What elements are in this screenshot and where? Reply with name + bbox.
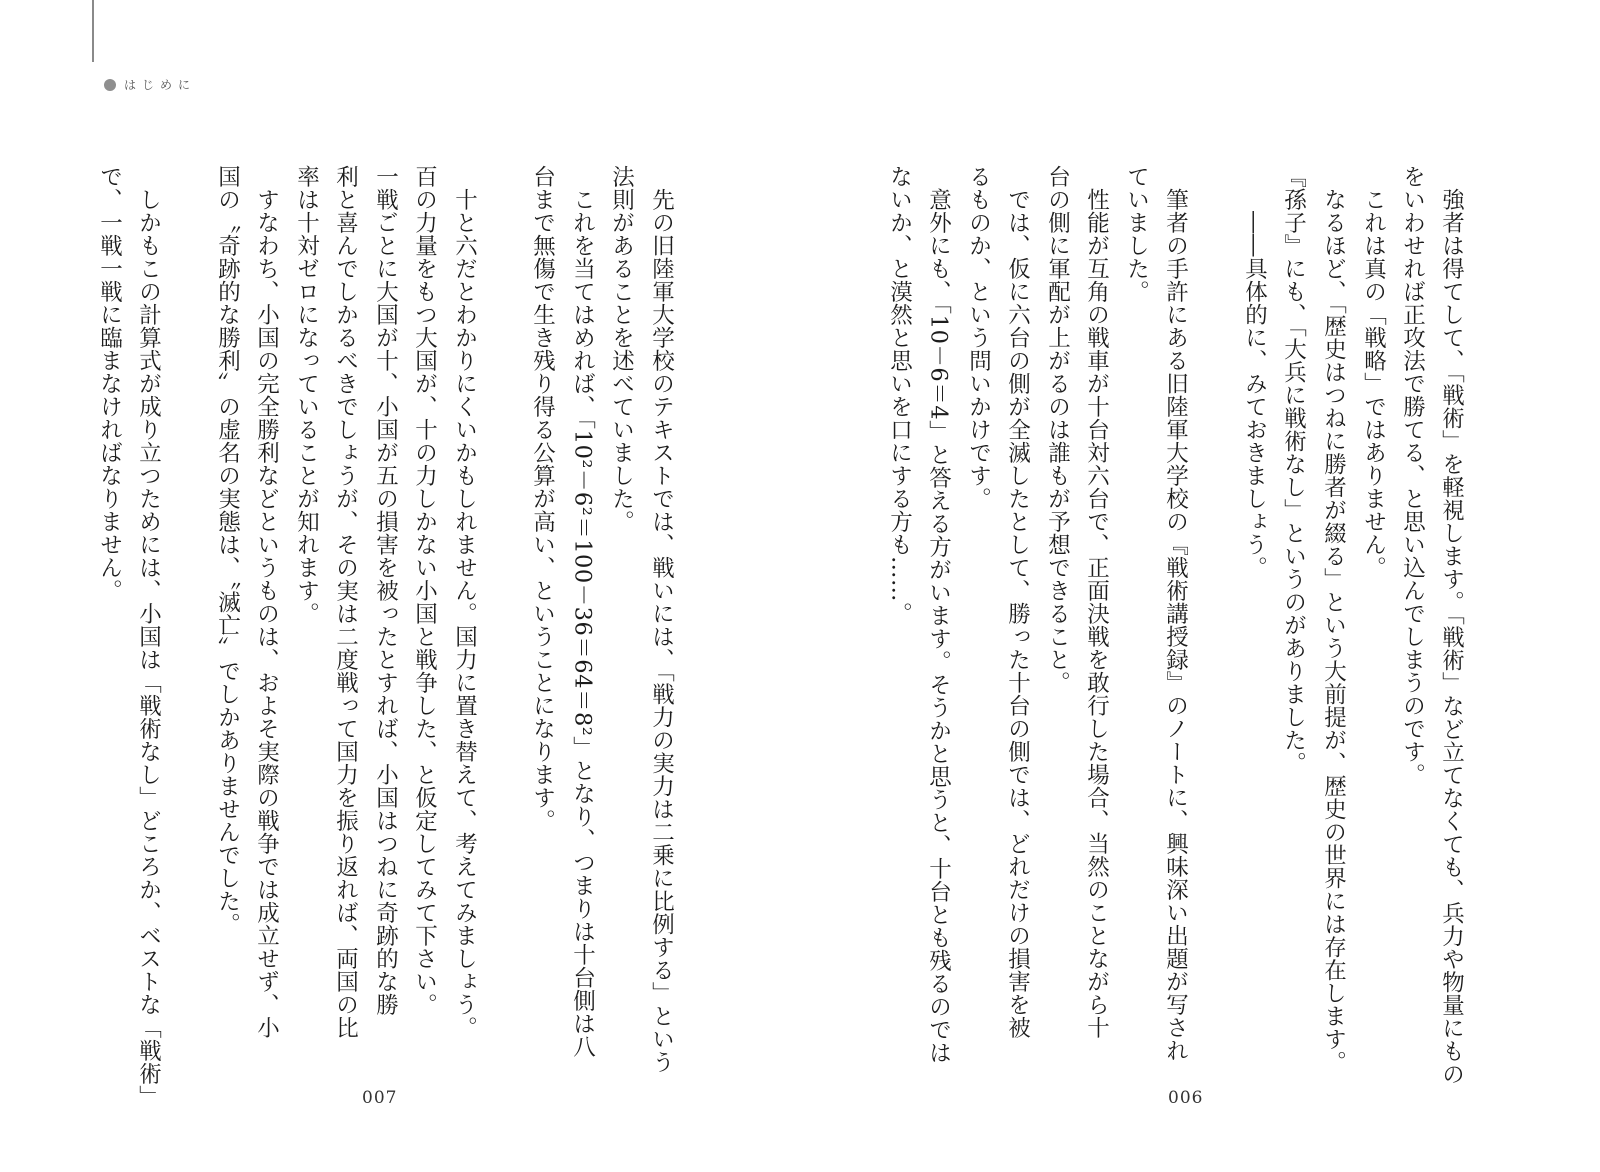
text-column: しかもこの計算式が成り立つためには、小国は「戦術なし」どころか、ベストな「戦術」 bbox=[135, 165, 162, 1108]
text-column: るものか、という問いかけです。 bbox=[965, 165, 992, 510]
text-column: 意外にも、「10－6＝4」と答える方がいます。そうかと思うと、十台とも残るのでは bbox=[925, 165, 952, 1065]
text-column: 一戦ごとに大国が十、小国が五の損害を被ったとすれば、小国はつねに奇跡的な勝 bbox=[372, 165, 399, 1016]
text-column: では、仮に六台の側が全滅したとして、勝った十台の側では、どれだけの損害を被 bbox=[1004, 165, 1031, 1039]
text-column: 先の旧陸軍大学校のテキストでは、戦いには、「戦力の実力は二乗に比例する」という bbox=[648, 165, 675, 1074]
text-column: をいわせれば正攻法で勝てる、と思い込んでしまうのです。 bbox=[1399, 165, 1426, 786]
text-column: ていました。 bbox=[1123, 165, 1150, 303]
text-column: 強者は得てして、「戦術」を軽視します。「戦術」など立てなくても、兵力や物量にもの bbox=[1438, 165, 1465, 1086]
text-column: 『孫子』にも、「大兵に戦術なし」というのがありました。 bbox=[1280, 165, 1307, 775]
text-column: で、一戦一戦に臨まなければなりません。 bbox=[96, 165, 123, 602]
text-column: 性能が互角の戦車が十台対六台で、正面決戦を敢行した場合、当然のことながら十 bbox=[1083, 165, 1110, 1039]
text-column: 百の力量をもつ大国が、十の力しかない小国と戦争した、と仮定してみて下さい。 bbox=[411, 165, 438, 1016]
text-column: 国の〝奇跡的な勝利〟の虚名の実態は、〝滅亡〟でしかありませんでした。 bbox=[214, 165, 241, 936]
page-number-left: 007 bbox=[362, 1088, 398, 1108]
section-title: はじめに bbox=[124, 78, 197, 92]
page-edge-rule bbox=[92, 0, 94, 62]
text-column: ないか、と漠然と思いを口にする方も……。 bbox=[886, 165, 913, 625]
text-column: 筆者の手許にある旧陸軍大学校の『戦術講授録』のノートに、興味深い出題が写され bbox=[1162, 165, 1189, 1062]
text-column: これを当てはめれば、「10²－6²＝100－36＝64＝8²」となり、つまりは十台側は八 bbox=[569, 165, 596, 1059]
bullet-dot-icon bbox=[104, 79, 116, 91]
text-column: これは真の「戦略」ではありません。 bbox=[1360, 165, 1387, 579]
text-column: 利と喜んでしかるべきでしょうが、その実は二度戦って国力を振り返れば、両国の比 bbox=[332, 165, 359, 1039]
text-column: 台の側に軍配が上がるのは誰もが予想できること。 bbox=[1044, 165, 1071, 694]
page-number-right: 006 bbox=[1168, 1088, 1204, 1108]
text-column: なるほど、「歴史はつねに勝者が綴る」という大前提が、歴史の世界には存在します。 bbox=[1320, 165, 1347, 1074]
text-column: 十と六だとわかりにくいかもしれません。国力に置き替えて、考えてみましょう。 bbox=[451, 165, 478, 1039]
text-column: すなわち、小国の完全勝利などというものは、およそ実際の戦争では成立せず、小 bbox=[253, 165, 280, 1039]
text-column: ――具体的に、みておきましょう。 bbox=[1241, 165, 1268, 579]
text-column: 台まで無傷で生き残り得る公算が高い、ということになります。 bbox=[529, 165, 556, 832]
section-header bbox=[104, 76, 196, 93]
text-column: 法則があることを述べていました。 bbox=[608, 165, 635, 533]
text-column: 率は十対ゼロになっていることが知れます。 bbox=[293, 165, 320, 625]
